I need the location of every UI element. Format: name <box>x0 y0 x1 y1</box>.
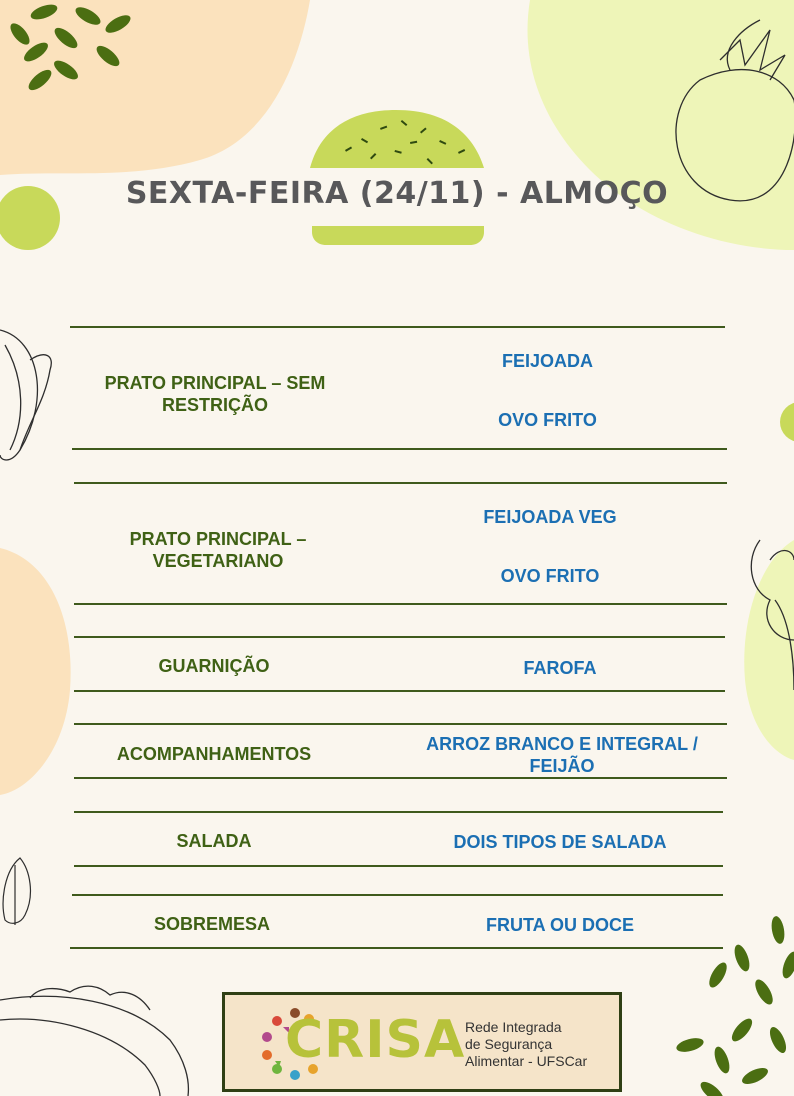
taco-icon <box>0 986 188 1096</box>
peach-blob-top-left <box>0 0 310 175</box>
menu-value: FEIJOADA <box>501 351 593 371</box>
menu-label: PRATO PRINCIPAL – SEM RESTRIÇÃO <box>104 373 326 415</box>
row-divider <box>72 894 723 896</box>
row-divider <box>74 865 723 867</box>
row-divider <box>74 636 725 638</box>
peach-blob-left <box>0 548 71 795</box>
menu-label: ACOMPANHAMENTOS <box>116 744 312 764</box>
menu-label: PRATO PRINCIPAL – VEGETARIANO <box>129 529 307 571</box>
menu-label: GUARNIÇÃO <box>158 656 270 676</box>
row-divider <box>74 777 727 779</box>
row-divider <box>74 603 727 605</box>
row-divider <box>74 690 725 692</box>
menu-value: DOIS TIPOS DE SALADA <box>453 832 667 852</box>
green-dot-right <box>780 402 794 442</box>
bun-top <box>310 110 484 168</box>
menu-value: ARROZ BRANCO E INTEGRAL / FEIJÃO <box>426 734 698 776</box>
row-divider <box>74 811 723 813</box>
row-divider <box>74 723 727 725</box>
logo-text-line: Alimentar - UFSCar <box>465 1053 588 1069</box>
bun-bottom <box>312 226 484 245</box>
row-divider <box>74 482 727 484</box>
row-divider <box>72 448 727 450</box>
herb-icon <box>3 858 30 925</box>
logo-wordmark: CRISA <box>285 1010 466 1070</box>
seeds-icon-bottom <box>675 915 794 1096</box>
menu-label: SALADA <box>176 831 252 851</box>
menu-label: SOBREMESA <box>153 914 270 934</box>
page-title: SEXTA-FEIRA (24/11) - ALMOÇO <box>125 176 669 211</box>
menu-value: OVO FRITO <box>500 566 600 586</box>
green-blob-top-right <box>528 0 794 250</box>
menu-value: FRUTA OU DOCE <box>486 915 634 935</box>
menu-value: OVO FRITO <box>498 410 597 430</box>
row-divider <box>70 947 723 949</box>
logo-text-line: Rede Integrada <box>465 1019 562 1035</box>
menu-value: FEIJOADA VEG <box>483 507 617 527</box>
logo-text-line: de Segurança <box>465 1036 553 1052</box>
crisa-logo-box <box>222 992 622 1092</box>
row-divider <box>70 326 725 328</box>
leaf-icon <box>0 330 51 460</box>
menu-value: FAROFA <box>523 658 597 678</box>
